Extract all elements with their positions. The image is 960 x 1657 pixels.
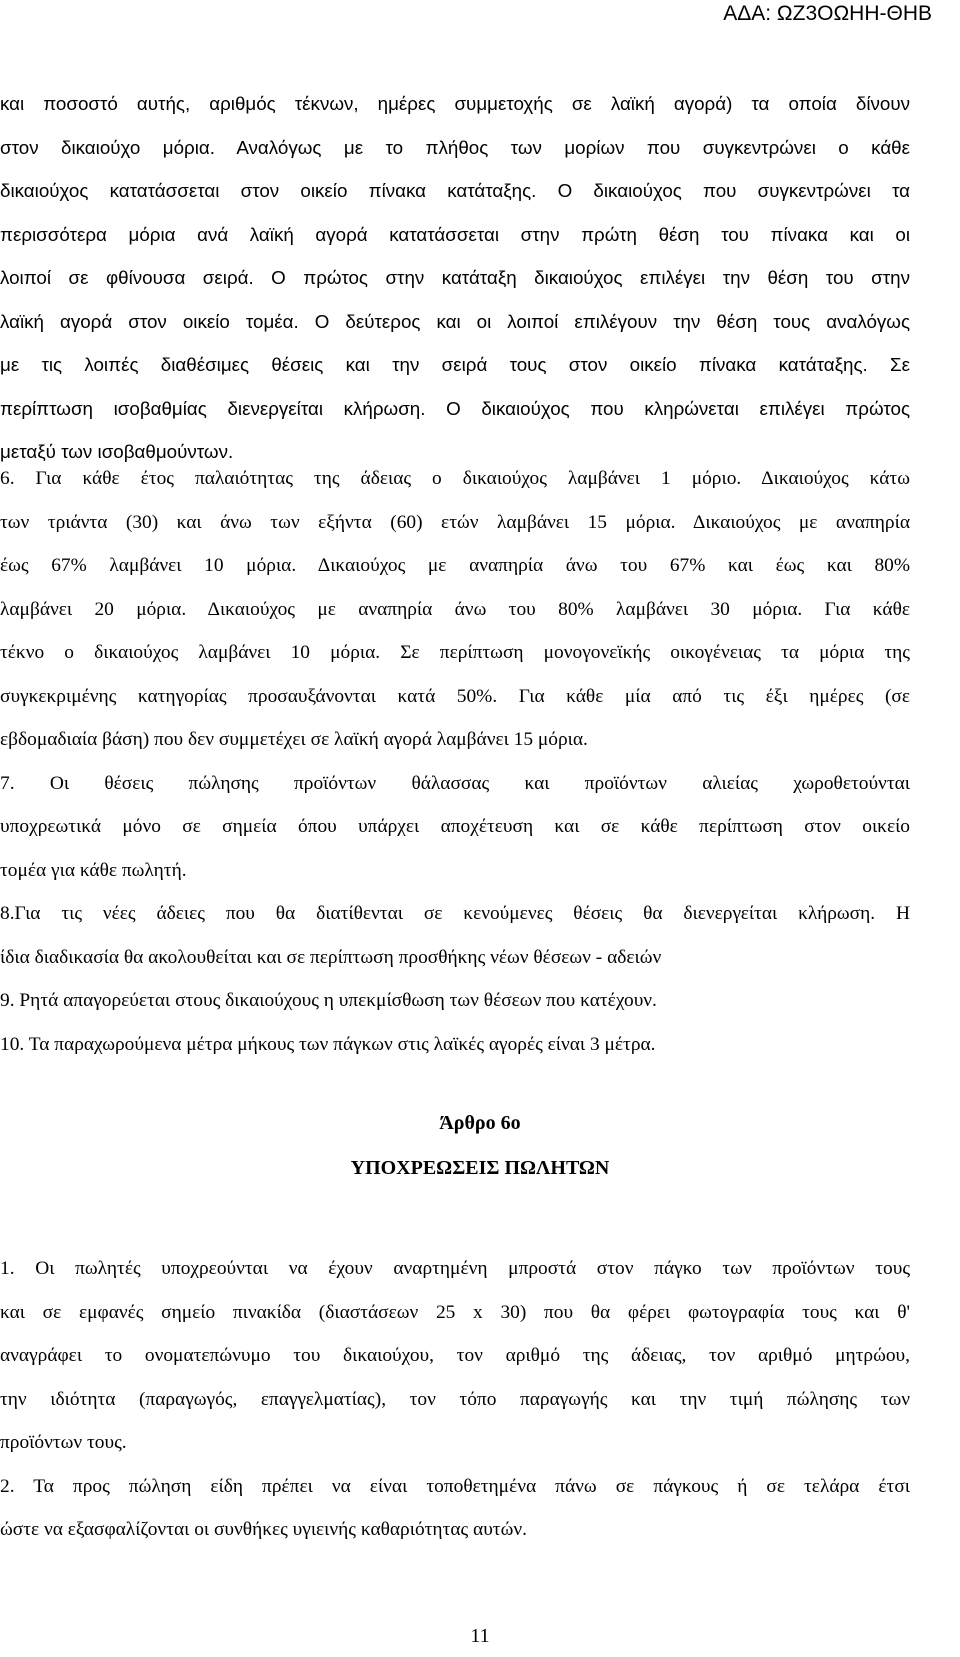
text-line: έως 67% λαμβάνει 10 μόρια. Δικαιούχος με αναπηρία άνω του 67% και έως και 80%	[0, 555, 910, 576]
text-line: προϊόντων τους.	[0, 1432, 127, 1453]
text-line: λαμβάνει 20 μόρια. Δικαιούχος με αναπηρία άνω του 80% λαμβάνει 30 μόρια. Για κάθε	[0, 598, 910, 620]
text-line: περίπτωση ισοβαθμίας διενεργείται κλήρωση. Ο δικαιούχος που κληρώνεται επιλέγει πρώτος	[0, 397, 910, 419]
text-line: μεταξύ των ισοβαθμούντων.	[0, 441, 234, 462]
article-subtitle: ΥΠΟΧΡΕΩΣΕΙΣ ΠΩΛΗΤΩΝ	[350, 1157, 610, 1179]
text-line: συγκεκριμένης κατηγορίας προσαυξάνονται κατά 50%. Για κάθε μία από τις έξι ημέρες (σε	[0, 685, 910, 707]
text-line: τομέα για κάθε πωλητή.	[0, 859, 187, 881]
ada-code: ΑΔΑ: ΩΖ3ΟΩΗΗ-ΘΗΒ	[723, 2, 932, 25]
text-line: εβδομαδιαία βάση) που δεν συμμετέχει σε λαϊκή αγορά λαμβάνει 15 μόρια.	[0, 729, 588, 750]
text-line: τέκνο ο δικαιούχος λαμβάνει 10 μόρια. Σε περίπτωση μονογονεϊκής οικογένειας τα μόρια της	[0, 642, 910, 663]
text-line: και σε εμφανές σημείο πινακίδα (διαστάσεων 25 x 30) που θα φέρει φωτογραφία τους και θ'	[0, 1301, 910, 1323]
obligations-paragraphs	[0, 1247, 910, 1552]
text-line: 7. Οι θέσεις πώλησης προϊόντων θάλασσας και προϊόντων αλιείας χωροθετούνται	[0, 772, 910, 794]
text-line: 9. Ρητά απαγορεύεται στους δικαιούχους η υπεκμίσθωση των θέσεων που κατέχουν.	[0, 990, 657, 1011]
text-line: στον δικαιούχο μόρια. Αναλόγως με το πλήθος των μορίων που συγκεντρώνει ο κάθε	[0, 136, 910, 158]
text-line: 8.Για τις νέες άδειες που θα διατίθενται σε κενούμενες θέσεις θα διενεργείται κλήρωση. Η	[0, 903, 910, 924]
items-6-to-10	[0, 457, 910, 1066]
text-line: 1. Οι πωλητές υποχρεούνται να έχουν αναρτημένη μπροστά στον πάγκο των προϊόντων τους	[0, 1258, 910, 1279]
text-line: ίδια διαδικασία θα ακολουθείται και σε περίπτωση προσθήκης νέων θέσεων - αδειών	[0, 946, 662, 968]
text-line: 10. Τα παραχωρούμενα μέτρα μήκους των πάγκων στις λαϊκές αγορές είναι 3 μέτρα.	[0, 1033, 656, 1055]
text-line: λοιποί σε φθίνουσα σειρά. Ο πρώτος στην κατάταξη δικαιούχος επιλέγει την θέση του στην	[0, 267, 910, 288]
text-line: των τριάντα (30) και άνω των εξήντα (60) ετών λαμβάνει 15 μόρια. Δικαιούχος με αναπηρία	[0, 511, 910, 533]
text-line: περισσότερα μόρια ανά λαϊκή αγορά κατατάσσεται στην πρώτη θέση του πίνακα και οι	[0, 223, 910, 245]
text-line: λαϊκή αγορά στον οικείο τομέα. Ο δεύτερος και οι λοιποί επιλέγουν την θέση τους αναλόγως	[0, 310, 910, 332]
text-line: την ιδιότητα (παραγωγός, επαγγελματίας), τον τόπο παραγωγής και την τιμή πώλησης των	[0, 1388, 910, 1410]
text-line: 2. Τα προς πώληση είδη πρέπει να είναι τοποθετημένα πάνω σε πάγκους ή σε τελάρα έτσι	[0, 1475, 910, 1497]
paragraph-ranking	[0, 82, 910, 474]
page-number: 11	[470, 1625, 490, 1647]
text-line: δικαιούχος κατατάσσεται στον οικείο πίνακα κατάταξης. Ο δικαιούχος που συγκεντρώνει τα	[0, 180, 910, 201]
text-line: αναγράφει το ονοματεπώνυμο του δικαιούχου, τον αριθμό της άδειας, τον αριθμό μητρώου,	[0, 1345, 910, 1366]
article-title: Άρθρο 6ο	[439, 1112, 521, 1134]
text-line: με τις λοιπές διαθέσιμες θέσεις και την σειρά τους στον οικείο πίνακα κατάταξης. Σε	[0, 354, 910, 375]
text-line: ώστε να εξασφαλίζονται οι συνθήκες υγιεινής καθαριότητας αυτών.	[0, 1519, 527, 1540]
text-line: υποχρεωτικά μόνο σε σημεία όπου υπάρχει αποχέτευση και σε κάθε περίπτωση στον οικείο	[0, 816, 910, 837]
text-line: και ποσοστό αυτής, αριθμός τέκνων, ημέρες συμμετοχής σε λαϊκή αγορά) τα οποία δίνουν	[0, 93, 910, 114]
text-line: 6. Για κάθε έτος παλαιότητας της άδειας ο δικαιούχος λαμβάνει 1 μόριο. Δικαιούχος κάτω	[0, 468, 910, 489]
